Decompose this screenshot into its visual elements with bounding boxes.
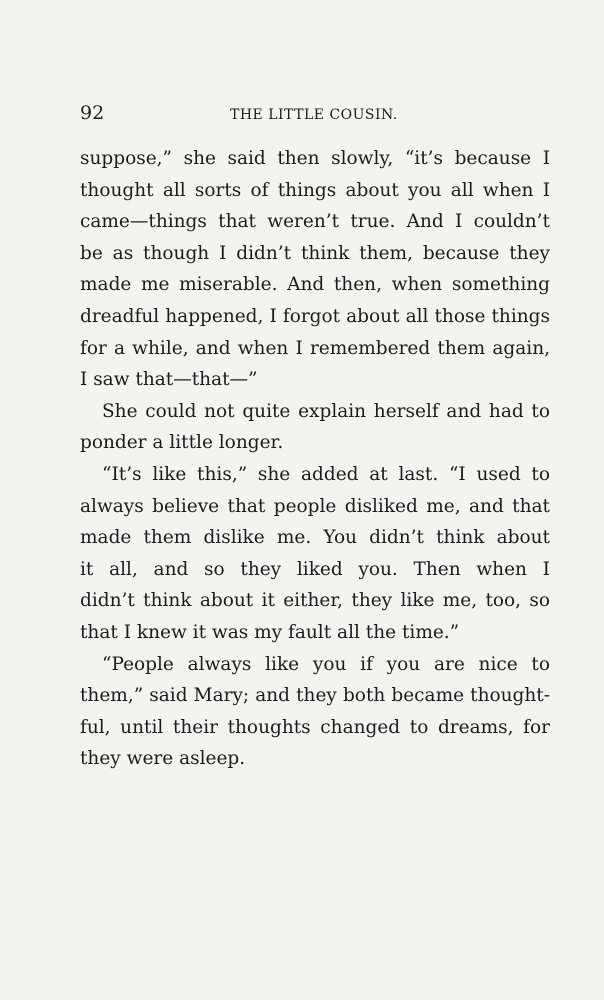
text-line: dreadful happened, I forgot about all those things bbox=[80, 305, 550, 327]
page-header bbox=[80, 100, 550, 126]
text-line: it all, and so they liked you. Then when I bbox=[80, 558, 550, 580]
text-line: made me miserable. And then, when something bbox=[80, 274, 550, 296]
body-text bbox=[80, 143, 550, 775]
text-line: “It’s like this,” she added at last. “I used to bbox=[102, 463, 550, 485]
text-line: came—things that weren’t true. And I couldn’t bbox=[80, 211, 550, 233]
text-line: them,” said Mary; and they both became thought- bbox=[80, 685, 550, 707]
text-line: ponder a little longer. bbox=[80, 432, 284, 454]
text-line: suppose,” she said then slowly, “it’s because I bbox=[80, 148, 550, 169]
page-number: 92 bbox=[80, 102, 105, 124]
text-line: made them dislike me. You didn’t think about bbox=[80, 527, 550, 549]
text-line: that I knew it was my fault all the time.” bbox=[80, 621, 460, 643]
text-line: “People always like you if you are nice to bbox=[102, 653, 550, 675]
text-line: I saw that—that—” bbox=[80, 369, 258, 391]
running-head: THE LITTLE COUSIN. bbox=[230, 107, 398, 123]
text-line: She could not quite explain herself and had to bbox=[102, 400, 550, 422]
text-line: for a while, and when I remembered them again, bbox=[80, 337, 550, 359]
text-line: ful, until their thoughts changed to dreams, for bbox=[80, 716, 550, 738]
text-line: they were asleep. bbox=[80, 748, 246, 770]
text-line: thought all sorts of things about you all when I bbox=[80, 179, 550, 201]
text-line: be as though I didn’t think them, because they bbox=[80, 242, 550, 264]
text-line: didn’t think about it either, they like me, too, so bbox=[80, 590, 550, 612]
text-line: always believe that people disliked me, and that bbox=[80, 495, 550, 517]
